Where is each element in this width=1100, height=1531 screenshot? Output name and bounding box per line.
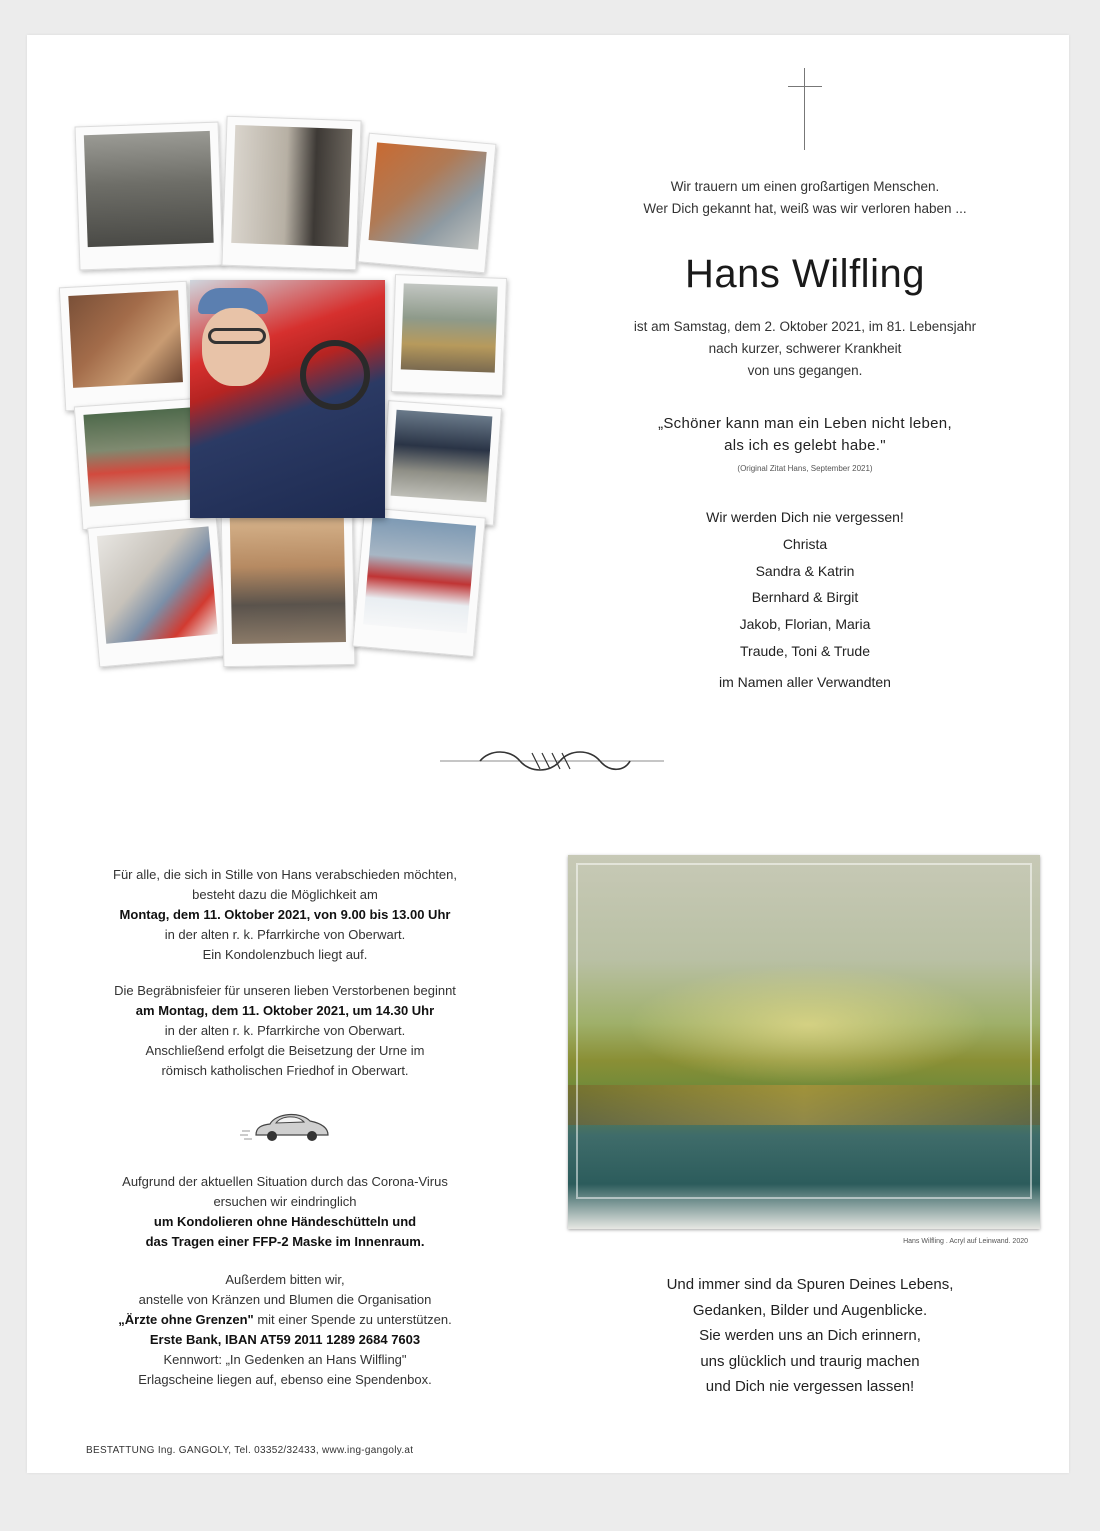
poem-line: uns glücklich und traurig machen: [700, 1352, 920, 1370]
photo-family-children: [75, 122, 224, 271]
corona-line: ersuchen wir eindringlich: [213, 1194, 357, 1209]
donation-organisation: „Ärzte ohne Grenzen": [118, 1312, 254, 1327]
death-line: ist am Samstag, dem 2. Oktober 2021, im 81. Lebensjahr: [633, 319, 977, 334]
quote: [560, 413, 1050, 457]
donation-iban: Erste Bank, IBAN AT59 2011 1289 2684 7603: [149, 1332, 421, 1347]
corona-block: [60, 1172, 510, 1252]
corona-request: um Kondolieren ohne Händeschütteln und: [153, 1214, 417, 1229]
farewell-date: Montag, dem 11. Oktober 2021, von 9.00 bis 13.00 Uhr: [119, 907, 451, 922]
donation-organisation-line: [60, 1310, 510, 1330]
farewell-line: Ein Kondolenzbuch liegt auf.: [202, 947, 368, 962]
funeral-line: in der alten r. k. Pfarrkirche von Oberwart.: [164, 1023, 406, 1038]
death-notice: [560, 316, 1050, 382]
car-icon: [240, 1105, 332, 1145]
mourners-block: [560, 504, 1050, 696]
photo-cycling: [380, 400, 502, 526]
quote-source: (Original Zitat Hans, September 2021): [737, 464, 873, 473]
poem-line: und Dich nie vergessen lassen!: [705, 1378, 915, 1395]
farewell-line: Für alle, die sich in Stille von Hans verabschieden möchten,: [113, 867, 457, 882]
ornament-divider: [440, 745, 664, 775]
funeral-block: [60, 981, 510, 1081]
funeral-line: römisch katholischen Friedhof in Oberwart.: [161, 1063, 409, 1078]
funeral-line: Die Begräbnisfeier für unseren lieben Verstorbenen beginnt: [114, 983, 456, 998]
mourners-closing: im Namen aller Verwandten: [719, 673, 891, 690]
donation-line: anstelle von Kränzen und Blumen die Organisation: [138, 1292, 432, 1307]
donation-line: Außerdem bitten wir,: [225, 1272, 345, 1287]
farewell-line: besteht dazu die Möglichkeit am: [192, 887, 378, 902]
intro-text: [560, 176, 1050, 220]
funeral-home-footer: BESTATTUNG Ing. GANGOLY, Tel. 03352/32433, www.ing-gangoly.at: [86, 1445, 414, 1456]
mourners-heading: Wir werden Dich nie vergessen!: [706, 509, 904, 525]
funeral-line: Anschließend erfolgt die Beisetzung der Urne im: [145, 1043, 425, 1058]
photo-wedding: [221, 116, 361, 271]
painting-artwork: [568, 855, 1040, 1229]
death-line: von uns gegangen.: [747, 363, 863, 378]
photo-dinner: [391, 274, 507, 396]
mourner-name: Bernhard & Birgit: [751, 589, 859, 606]
deceased-name: Hans Wilfling: [685, 252, 925, 296]
photo-skiing: [352, 507, 486, 657]
painting-caption: Hans Wilfling . Acryl auf Leinwand. 2020: [903, 1238, 1028, 1245]
photo-painting-studio: [87, 517, 229, 668]
funeral-date: am Montag, dem 11. Oktober 2021, um 14.30 Uhr: [135, 1003, 435, 1018]
donation-line: Erlagscheine liegen auf, ebenso eine Spendenbox.: [138, 1372, 432, 1387]
quote-line: „Schöner kann man ein Leben nicht leben,: [658, 415, 952, 432]
poem-line: Sie werden uns an Dich erinnern,: [699, 1327, 921, 1344]
donation-line: mit einer Spende zu unterstützen.: [253, 1312, 452, 1327]
mourner-name: Sandra & Katrin: [755, 562, 855, 579]
cross-icon-bar: [788, 86, 822, 87]
farewell-line: in der alten r. k. Pfarrkirche von Oberwart.: [164, 927, 406, 942]
poem-line: Und immer sind da Spuren Deines Lebens,: [666, 1276, 954, 1293]
donation-block: [60, 1270, 510, 1390]
corona-line: Aufgrund der aktuellen Situation durch das Corona-Virus: [122, 1174, 448, 1189]
intro-line: Wer Dich gekannt hat, weiß was wir verloren haben ...: [643, 201, 967, 216]
mourner-name: Traude, Toni & Trude: [740, 642, 870, 659]
mourner-name: Jakob, Florian, Maria: [739, 616, 871, 633]
death-line: nach kurzer, schwerer Krankheit: [708, 341, 902, 356]
photo-red-pants: [74, 398, 208, 530]
photo-hans-in-car: [190, 280, 385, 518]
intro-line: Wir trauern um einen großartigen Menschen.: [670, 179, 940, 194]
poem-block: [560, 1272, 1060, 1400]
photo-two-men: [221, 505, 356, 667]
farewell-block: [60, 865, 510, 965]
donation-keyword: Kennwort: „In Gedenken an Hans Wilfling": [163, 1352, 407, 1367]
poem-line: Gedanken, Bilder und Augenblicke.: [692, 1301, 928, 1319]
photo-portrait-sweater: [358, 133, 497, 274]
cross-icon: [804, 68, 805, 150]
quote-line: als ich es gelebt habe.": [724, 437, 886, 454]
corona-request: das Tragen einer FFP-2 Maske im Innenraum.: [145, 1234, 425, 1249]
photo-father-child: [59, 281, 193, 412]
mourner-name: Christa: [782, 535, 828, 552]
